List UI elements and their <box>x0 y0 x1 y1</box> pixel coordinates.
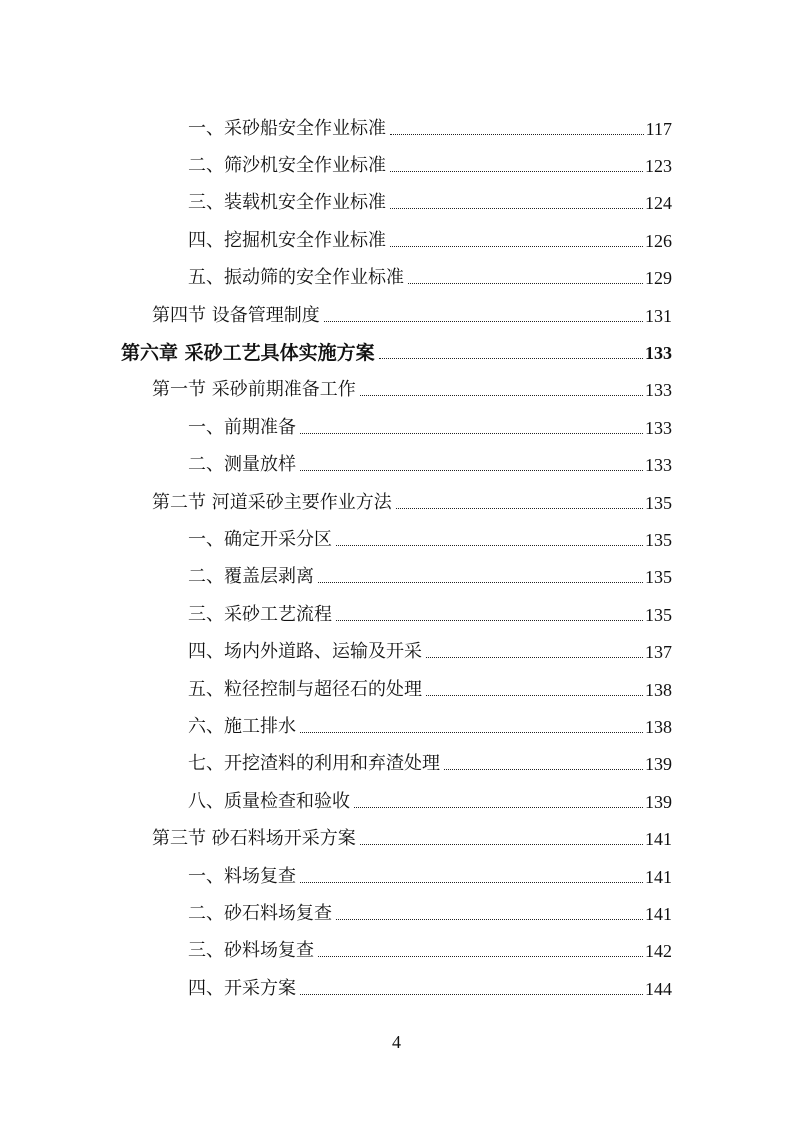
toc-entry-page: 126 <box>645 230 672 251</box>
toc-section-entry[interactable] <box>0 372 672 409</box>
toc-item-entry[interactable] <box>0 559 672 596</box>
toc-entry-page: 137 <box>645 642 672 663</box>
page-number: 4 <box>392 1032 401 1052</box>
toc-entry-title: 二、筛沙机安全作业标准 <box>188 157 390 175</box>
toc-item-entry[interactable] <box>0 222 672 259</box>
toc-entry-page: 117 <box>645 118 672 139</box>
toc-entry-page: 133 <box>645 343 672 364</box>
toc-item-entry[interactable] <box>0 447 672 484</box>
toc-item-entry[interactable] <box>0 110 672 147</box>
toc-dot-leader <box>408 282 643 284</box>
toc-entry-title: 四、挖掘机安全作业标准 <box>188 232 390 250</box>
toc-dot-leader <box>390 170 643 172</box>
toc-entry-title: 八、质量检查和验收 <box>188 793 354 811</box>
toc-entry-title: 第三节 砂石料场开采方案 <box>152 830 360 848</box>
toc-item-entry[interactable] <box>0 185 672 222</box>
toc-entry-page: 135 <box>645 567 672 588</box>
toc-entry-title: 三、装载机安全作业标准 <box>188 194 390 212</box>
toc-item-entry[interactable] <box>0 147 672 184</box>
toc-entry-title: 五、振动筛的安全作业标准 <box>188 269 408 287</box>
toc-entry-page: 139 <box>645 791 672 812</box>
toc-dot-leader <box>444 768 643 770</box>
toc-item-entry[interactable] <box>0 708 672 745</box>
table-of-contents <box>0 110 793 1007</box>
toc-entry-title: 四、场内外道路、运输及开采 <box>188 643 426 661</box>
toc-dot-leader <box>360 843 643 845</box>
toc-entry-title: 一、前期准备 <box>188 419 300 437</box>
toc-entry-title: 第一节 采砂前期准备工作 <box>152 381 360 399</box>
toc-section-entry[interactable] <box>0 484 672 521</box>
toc-item-entry[interactable] <box>0 521 672 558</box>
toc-entry-title: 一、料场复查 <box>188 868 300 886</box>
toc-entry-page: 131 <box>645 305 672 326</box>
toc-entry-page: 142 <box>645 941 672 962</box>
toc-dot-leader <box>318 581 643 583</box>
toc-dot-leader <box>390 207 643 209</box>
toc-entry-title: 五、粒径控制与超径石的处理 <box>188 681 426 699</box>
toc-dot-leader <box>300 993 643 995</box>
toc-entry-title: 第二节 河道采砂主要作业方法 <box>152 494 396 512</box>
toc-entry-page: 138 <box>645 716 672 737</box>
toc-entry-title: 六、施工排水 <box>188 718 300 736</box>
toc-entry-title: 一、采砂船安全作业标准 <box>188 120 390 138</box>
toc-entry-page: 135 <box>645 529 672 550</box>
toc-entry-title: 三、砂料场复查 <box>188 942 318 960</box>
toc-entry-title: 二、测量放样 <box>188 456 300 474</box>
toc-item-entry[interactable] <box>0 260 672 297</box>
toc-dot-leader <box>300 432 643 434</box>
toc-dot-leader <box>426 694 643 696</box>
toc-section-entry[interactable] <box>0 297 672 334</box>
toc-entry-page: 141 <box>645 866 672 887</box>
toc-dot-leader <box>396 507 643 509</box>
toc-entry-page: 139 <box>645 754 672 775</box>
toc-entry-title: 三、采砂工艺流程 <box>188 606 336 624</box>
toc-item-entry[interactable] <box>0 895 672 932</box>
toc-dot-leader <box>324 320 643 322</box>
toc-item-entry[interactable] <box>0 746 672 783</box>
toc-entry-title: 二、覆盖层剥离 <box>188 568 318 586</box>
toc-item-entry[interactable] <box>0 933 672 970</box>
toc-entry-page: 133 <box>645 455 672 476</box>
toc-item-entry[interactable] <box>0 409 672 446</box>
toc-entry-page: 141 <box>645 829 672 850</box>
toc-item-entry[interactable] <box>0 783 672 820</box>
toc-dot-leader <box>300 469 643 471</box>
toc-chapter-entry[interactable] <box>0 334 672 371</box>
toc-entry-page: 133 <box>645 417 672 438</box>
toc-entry-title: 第四节 设备管理制度 <box>152 307 324 325</box>
toc-dot-leader <box>336 544 643 546</box>
toc-dot-leader <box>360 394 643 396</box>
toc-entry-title: 二、砂石料场复查 <box>188 905 336 923</box>
toc-item-entry[interactable] <box>0 970 672 1007</box>
toc-entry-page: 133 <box>645 380 672 401</box>
toc-dot-leader <box>336 918 643 920</box>
toc-entry-title: 一、确定开采分区 <box>188 531 336 549</box>
toc-item-entry[interactable] <box>0 633 672 670</box>
toc-entry-page: 135 <box>645 604 672 625</box>
toc-entry-title: 第六章 采砂工艺具体实施方案 <box>121 344 379 363</box>
toc-entry-title: 七、开挖渣料的利用和弃渣处理 <box>188 755 444 773</box>
toc-dot-leader <box>318 955 643 957</box>
toc-entry-title: 四、开采方案 <box>188 980 300 998</box>
toc-entry-page: 129 <box>645 268 672 289</box>
toc-dot-leader <box>354 806 643 808</box>
toc-entry-page: 124 <box>645 193 672 214</box>
toc-item-entry[interactable] <box>0 596 672 633</box>
toc-dot-leader <box>390 245 643 247</box>
toc-item-entry[interactable] <box>0 858 672 895</box>
toc-entry-page: 138 <box>645 679 672 700</box>
toc-dot-leader <box>390 133 644 135</box>
toc-dot-leader <box>426 656 643 658</box>
toc-entry-page: 123 <box>645 156 672 177</box>
toc-dot-leader <box>300 731 643 733</box>
toc-entry-page: 135 <box>645 492 672 513</box>
toc-item-entry[interactable] <box>0 671 672 708</box>
toc-section-entry[interactable] <box>0 820 672 857</box>
toc-entry-page: 141 <box>645 903 672 924</box>
toc-dot-leader <box>300 881 643 883</box>
toc-dot-leader <box>336 619 643 621</box>
toc-entry-page: 144 <box>645 978 672 999</box>
toc-dot-leader <box>379 357 643 359</box>
